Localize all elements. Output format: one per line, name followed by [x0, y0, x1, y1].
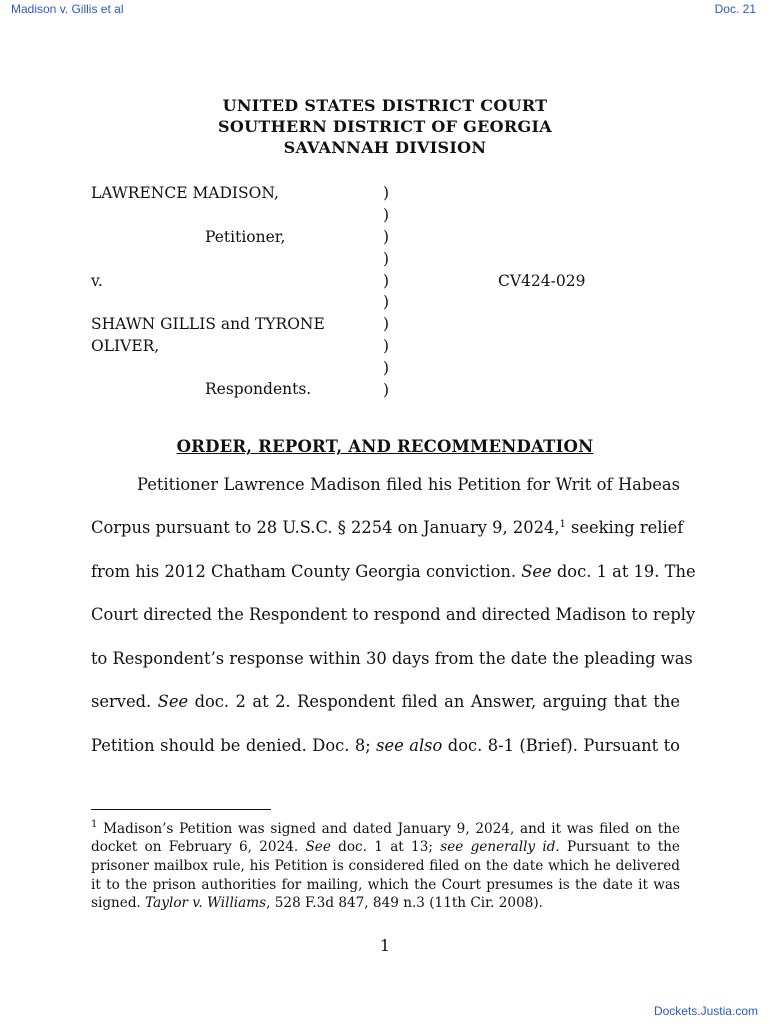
footnote-text: , 528 F.3d 847, 849 n.3 (11th Cir. 2008).: [266, 895, 543, 911]
caption-paren: ): [383, 184, 390, 202]
caption-paren: ): [383, 227, 390, 246]
page-number: 1: [379, 936, 391, 955]
body-text: doc. 8-1 (Brief). Pursuant to: [442, 736, 680, 755]
body-text: Petition should be denied. Doc. 8;: [91, 736, 377, 755]
body-text: doc. 1 at 19. The: [551, 562, 696, 581]
caption-paren: ): [383, 359, 390, 378]
body-text: served.: [91, 692, 158, 711]
caption-paren: ): [383, 205, 390, 224]
versus-label: v.: [91, 272, 103, 290]
caption-paren: ): [383, 293, 390, 312]
footnote-line: [91, 894, 680, 912]
footnote-line: prisoner mailbox rule, his Petition is considered filed on the date which he delivered: [91, 858, 680, 874]
order-title: ORDER, REPORT, AND RECOMMENDATION: [176, 437, 594, 456]
citation-signal: see generally id.: [440, 839, 560, 855]
footnote-line: it to the prison authorities for mailing, which the Court presumes is the date it was: [91, 877, 680, 893]
footnote-line: [91, 820, 680, 838]
body-text: from his 2012 Chatham County Georgia conviction.: [91, 562, 522, 581]
body-text: Corpus pursuant to 28 U.S.C. § 2254 on January 9, 2024,: [91, 518, 560, 537]
body-line: Court directed the Respondent to respond and directed Madison to reply: [91, 605, 696, 624]
respondents-name-line1: SHAWN GILLIS and TYRONE: [91, 315, 325, 333]
case-title-link[interactable]: Madison v. Gillis et al: [11, 2, 124, 16]
citation-signal: see also: [376, 736, 443, 755]
caption-paren: ): [383, 315, 390, 334]
body-line: [91, 736, 680, 756]
respondents-role: Respondents.: [205, 380, 312, 398]
court-division: SAVANNAH DIVISION: [283, 138, 487, 157]
body-line: [91, 518, 684, 538]
court-heading: [0, 95, 770, 158]
footnote-marker: 1: [91, 819, 98, 830]
body-line: to Respondent’s response within 30 days from the date the pleading was: [91, 649, 693, 668]
footnote-line: [91, 838, 680, 856]
footnote-text: Madison’s Petition was signed and dated January 9, 2024, and it was filed on the: [97, 821, 680, 837]
citation-signal: See: [305, 839, 331, 855]
case-number: CV424-029: [498, 272, 586, 290]
footnote-text: doc. 1 at 13;: [330, 839, 441, 855]
citation-signal: See: [521, 562, 552, 581]
footnote-text: Pursuant to the: [559, 839, 680, 855]
body-text: seeking relief: [565, 518, 684, 537]
docket-number-link[interactable]: Doc. 21: [714, 2, 756, 16]
caption-paren: ): [383, 271, 390, 290]
court-district: SOUTHERN DISTRICT OF GEORGIA: [218, 117, 552, 136]
petitioner-name: LAWRENCE MADISON,: [91, 184, 279, 202]
petitioner-role: Petitioner,: [205, 228, 286, 246]
caption-parentheses: [383, 183, 389, 402]
justia-link[interactable]: Dockets.Justia.com: [653, 1004, 758, 1018]
respondents-name-line2: OLIVER,: [91, 337, 160, 355]
citation-signal: See: [157, 692, 189, 711]
footnote-ref[interactable]: 1: [559, 519, 566, 530]
case-citation: Taylor v. Williams: [145, 895, 267, 911]
caption-paren: ): [383, 337, 390, 356]
caption-paren: ): [383, 381, 390, 400]
footnote-text: signed.: [91, 895, 146, 911]
body-text: doc. 2 at 2. Respondent filed an Answer, arguing that the: [188, 692, 680, 711]
footnote-divider: [91, 809, 271, 810]
body-line: Petitioner Lawrence Madison filed his Petition for Writ of Habeas: [137, 475, 680, 494]
court-name: UNITED STATES DISTRICT COURT: [222, 96, 548, 115]
body-line: [91, 692, 680, 712]
footnote-text: docket on February 6, 2024.: [91, 839, 306, 855]
body-line: [91, 562, 696, 582]
caption-paren: ): [383, 249, 390, 268]
